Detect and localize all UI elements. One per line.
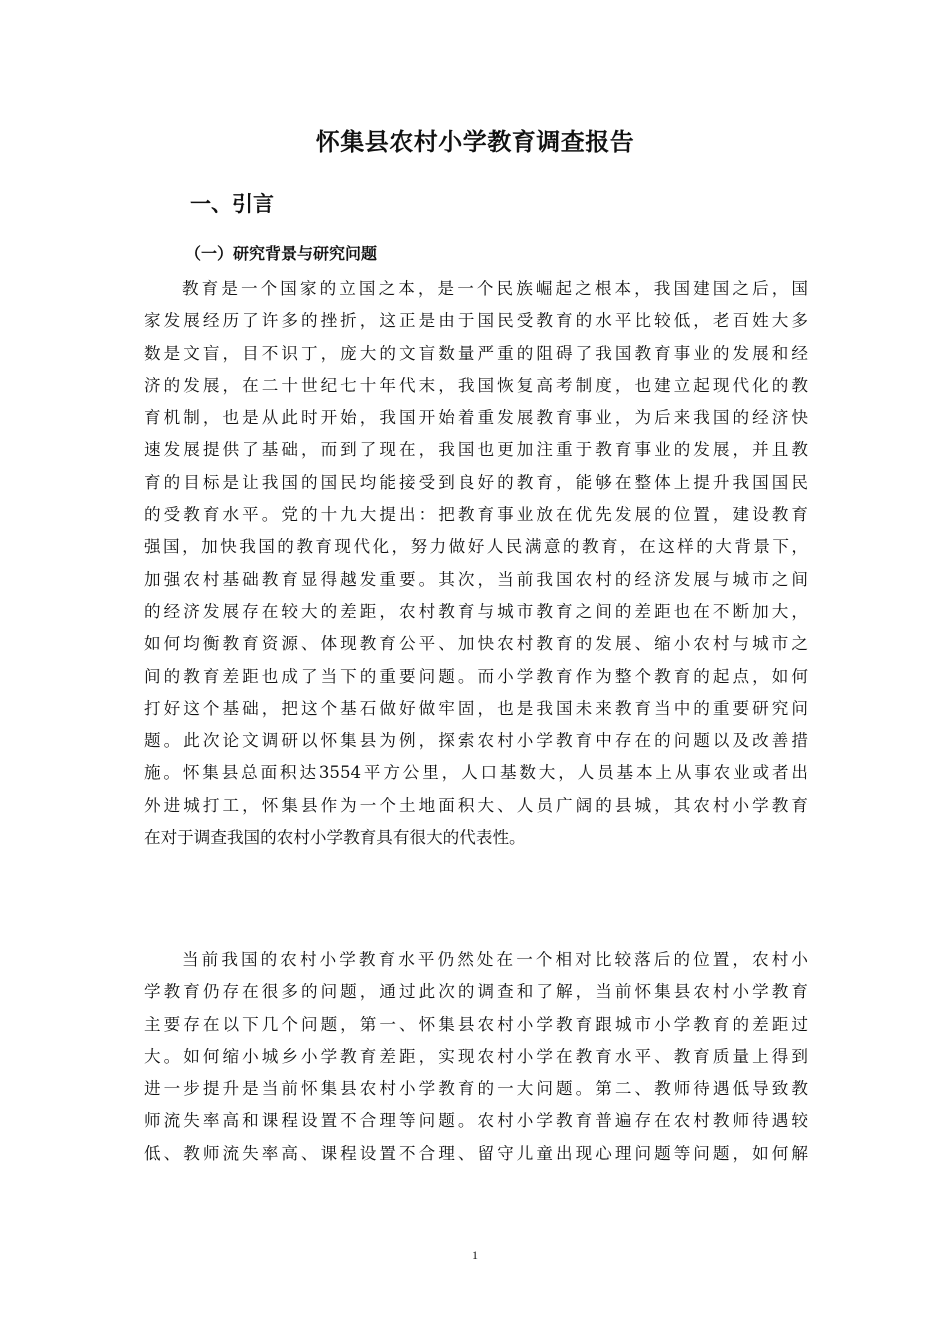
- text-line: 济的发展，在二十世纪七十年代末，我国恢复高考制度，也建立起现代化的教: [144, 375, 808, 395]
- text-line: 打好这个基础，把这个基石做好做牢固，也是我国未来教育当中的重要研究问: [144, 698, 808, 718]
- text-line: 低、教师流失率高、课程设置不合理、留守儿童出现心理问题等问题，如何解: [144, 1143, 808, 1163]
- text-line: 加强农村基础教育显得越发重要。其次，当前我国农村的经济发展与城市之间: [144, 569, 808, 589]
- text-line: 速发展提供了基础，而到了现在，我国也更加注重于教育事业的发展，并且教: [144, 440, 808, 460]
- text-line: 师流失率高和课程设置不合理等问题。农村小学教育普遍存在农村教师待遇较: [144, 1111, 808, 1131]
- text-line: 教育是一个国家的立国之本，是一个民族崛起之根本，我国建国之后，国: [182, 279, 808, 298]
- text-line: 施。怀集县总面积达3554平方公里，人口基数大，人员基本上从事农业或者出: [144, 763, 808, 783]
- section-heading: 一、引言: [190, 192, 274, 216]
- text-line: 主要存在以下几个问题，第一、怀集县农村小学教育跟城市小学教育的差距过: [144, 1014, 808, 1034]
- text-line: 外进城打工，怀集县作为一个土地面积大、人员广阔的县城，其农村小学教育: [144, 795, 808, 815]
- document-title: 怀集县农村小学教育调查报告: [315, 128, 635, 156]
- text-line: 数是文盲，目不识丁，庞大的文盲数量严重的阻碍了我国教育事业的发展和经: [144, 343, 808, 363]
- text-line: 间的教育差距也成了当下的重要问题。而小学教育作为整个教育的起点，如何: [144, 666, 808, 686]
- paragraph-background: [144, 273, 808, 854]
- paragraph-problems: [144, 944, 808, 1170]
- text-line: 的经济发展存在较大的差距，农村教育与城市教育之间的差距也在不断加大，: [144, 601, 808, 621]
- text-line: 当前我国的农村小学教育水平仍然处在一个相对比较落后的位置，农村小: [182, 950, 808, 969]
- text-line: 学教育仍存在很多的问题，通过此次的调查和了解，当前怀集县农村小学教育: [144, 982, 808, 1002]
- text-line: 进一步提升是当前怀集县农村小学教育的一大问题。第二、教师待遇低导致教: [144, 1079, 808, 1099]
- text-line: 题。此次论文调研以怀集县为例，探索农村小学教育中存在的问题以及改善措: [144, 731, 808, 751]
- text-line: 育的目标是让我国的国民均能接受到良好的教育，能够在整体上提升我国国民: [144, 472, 808, 492]
- text-line: 强国，加快我国的教育现代化，努力做好人民满意的教育，在这样的大背景下，: [144, 537, 808, 557]
- text-line: 大。如何缩小城乡小学教育差距，实现农村小学在教育水平、教育质量上得到: [144, 1046, 808, 1066]
- text-line: 在对于调查我国的农村小学教育具有很大的代表性。: [144, 828, 526, 848]
- text-line: 如何均衡教育资源、体现教育公平、加快农村教育的发展、缩小农村与城市之: [144, 634, 808, 654]
- subsection-heading: （一）研究背景与研究问题: [185, 244, 378, 263]
- page-number: 1: [472, 1248, 478, 1262]
- text-line: 家发展经历了许多的挫折，这正是由于国民受教育的水平比较低，老百姓大多: [144, 311, 808, 331]
- text-line: 育机制，也是从此时开始，我国开始着重发展教育事业，为后来我国的经济快: [144, 408, 808, 428]
- text-line: 的受教育水平。党的十九大提出：把教育事业放在优先发展的位置，建设教育: [144, 505, 808, 525]
